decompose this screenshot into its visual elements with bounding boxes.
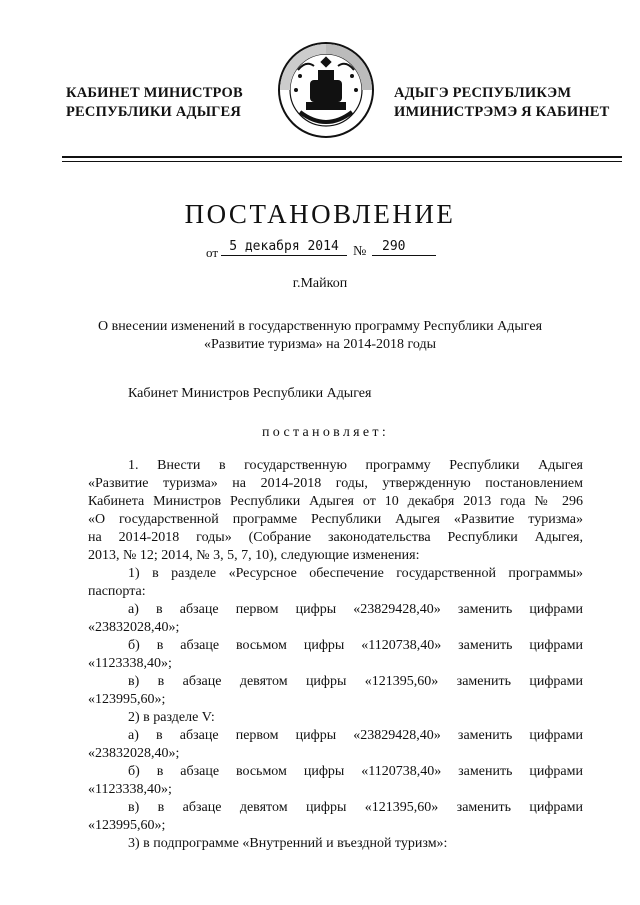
body-line: в) в абзаце девятом цифры «121395,60» заменить цифрами (128, 800, 583, 815)
body-line: на 2014-2018 годы» (Собрание законодательства Республики Адыгея, (88, 530, 583, 545)
document-number: 290 (372, 239, 436, 256)
body-line: «1123338,40»; (88, 656, 172, 671)
body-line: «Развитие туризма» на 2014-2018 годы, утвержденную постановлением (88, 476, 583, 491)
body-line: «1123338,40»; (88, 782, 172, 797)
resolves-word: постановляет: (262, 425, 390, 440)
body-line: Кабинета Министров Республики Адыгея от 10 декабря 2013 года № 296 (88, 494, 583, 509)
date-prefix: от (206, 245, 219, 260)
body-line: б) в абзаце восьмом цифры «1120738,40» заменить цифрами (128, 638, 583, 653)
issuer-left (66, 84, 243, 122)
subject-line-2: «Развитие туризма» на 2014-2018 годы (203, 337, 437, 352)
subject (60, 318, 580, 354)
body-line: «123995,60»; (88, 692, 166, 707)
issuer-left-line1: КАБИНЕТ МИНИСТРОВ (66, 85, 243, 101)
issuer-right-line2: ИМИНИСТРЭМЭ Я КАБИНЕТ (394, 104, 610, 120)
header-divider-thin (62, 161, 622, 162)
header-divider-thick (62, 156, 622, 158)
preamble: Кабинет Министров Республики Адыгея (128, 386, 372, 401)
subject-line-1: О внесении изменений в государственную программу Республики Адыгея (97, 319, 543, 334)
body-line: 2) в разделе V: (128, 710, 215, 725)
issuer-left-line2: РЕСПУБЛИКИ АДЫГЕЯ (66, 104, 242, 120)
number-label: № (353, 244, 367, 259)
body-line: «23832028,40»; (88, 746, 180, 761)
document-title: ПОСТАНОВЛЕНИЕ (184, 199, 456, 229)
document-date: 5 декабря 2014 (221, 239, 347, 256)
body-line: «23832028,40»; (88, 620, 180, 635)
issuer-right-line1: АДЫГЭ РЕСПУБЛИКЭМ (394, 85, 572, 101)
body-line: «О государственной программе Республики Адыгея «Развитие туризма» (88, 512, 583, 527)
body-line: паспорта: (88, 584, 146, 599)
body-line: в) в абзаце девятом цифры «121395,60» заменить цифрами (128, 674, 583, 689)
body-line: 1) в разделе «Ресурсное обеспечение государственной программы» (128, 566, 583, 581)
issuer-right (394, 84, 610, 122)
body-line: а) в абзаце первом цифры «23829428,40» заменить цифрами (128, 728, 583, 743)
body-line: б) в абзаце восьмом цифры «1120738,40» заменить цифрами (128, 764, 583, 779)
body-line: «123995,60»; (88, 818, 166, 833)
city: г.Майкоп (292, 276, 348, 291)
coat-of-arms-icon (276, 40, 376, 140)
body-line: а) в абзаце первом цифры «23829428,40» заменить цифрами (128, 602, 583, 617)
body-line: 1. Внести в государственную программу Республики Адыгея (128, 458, 583, 473)
body-line: 2013, № 12; 2014, № 3, 5, 7, 10), следующие изменения: (88, 548, 420, 563)
body-line: 3) в подпрограмме «Внутренний и въездной туризм»: (128, 836, 448, 851)
